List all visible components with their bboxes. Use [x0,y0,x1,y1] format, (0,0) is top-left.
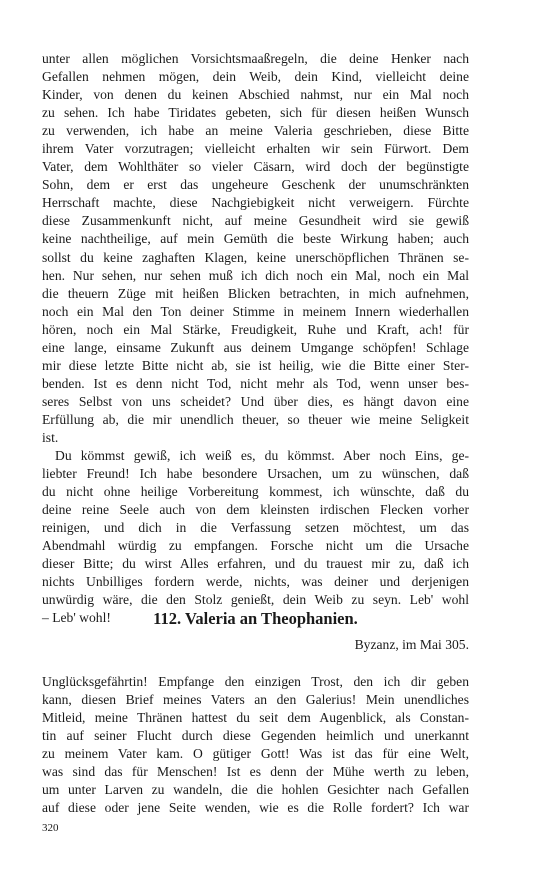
text-line: unter allen möglichen Vorsichtsmaaßregeln, die deine Henker nach [42,51,469,66]
text-line: Abendmahl würdig zu empfangen. Forsche nicht um die Ursache [42,538,469,554]
letter-body [42,50,469,628]
text-line: reinigen, und dich in die Verfassung setzen möchtest, um das [42,520,469,536]
text-line: Mitleid, meine Thränen hattest du seit dem Augenblick, als Constan- [42,710,469,726]
text-line: ihrem Vater vorzutragen; vielleicht erhalten wir sein Fürwort. Dem [42,141,469,157]
text-line: Gefallen nehmen mögen, dein Weib, dein Kind, vielleicht deine [42,69,469,85]
text-line: liebter Freund! Ich habe besondere Ursachen, um zu wünschen, daß [42,466,469,482]
text-line: die theuern Züge mit heißen Blicken betrachten, in mich aufnehmen, [42,285,469,301]
text-line: eine lange, einsame Zukunft aus deinem Umgange schöpfen! Schlage [42,339,469,355]
text-line: Erfüllung ab, die mir unendlich theuer, so theuer wie meine Seligkeit [42,411,469,427]
text-line: Kinder, von denen du keinen Abschied nahmst, nur ein Mal noch [42,87,469,103]
text-line: kann, diesen Brief meines Vaters an den Galerius! Mein unendliches [42,692,469,708]
letter2-body [42,673,469,817]
page-number: 320 [42,822,59,834]
text-line: seres Selbst von uns scheidet? Und über dies, es hängt davon eine [42,393,469,409]
text-line: diese Zusammenkunft nicht, auf meine Gesundheit wird sie gewiß [42,213,469,229]
text-line: benden. Ist es denn nicht Tod, nicht mehr als Tod, wenn unser bes- [42,375,469,391]
text-line: hen. Nur sehen, nur sehen muß ich dich noch ein Mal, noch ein Mal [42,267,469,283]
dateline: Byzanz, im Mai 305. [354,637,469,652]
text-line: hören, noch ein Mal Stärke, Freudigkeit, Ruhe und Kraft, ach! für [42,321,469,337]
text-line: Du kömmst gewiß, ich weiß es, du kömmst. Aber noch Eins, ge- [55,448,469,464]
text-line: was sind das für Menschen! Ist es denn der Mühe werth zu leben, [42,764,469,780]
text-line: sollst du keine zaghaften Klagen, keine unerschöpflichen Thränen se- [42,249,469,265]
text-line: Unglücksgefährtin! Empfange den einzigen Trost, den ich dir geben [42,674,469,689]
text-line: Vater, dem Wohlthäter so vieler Cäsarn, wird doch der begünstigte [42,159,469,175]
text-line: mir diese letzte Bitte nicht ab, sie ist heilig, wie die Bitte einer Ster- [42,357,469,373]
text-line: ist. [42,429,59,445]
text-line: keine nachtheilige, auf mein Gemüth die beste Wirkung haben; auch [42,231,469,247]
text-line: zu verwenden, ich habe an meine Valeria geschrieben, diese Bitte [42,123,469,139]
text-line: um unter Larven zu wandeln, die die hohlen Gesichter nach Gefallen [42,782,469,798]
text-line: unwürdig wäre, die den Stolz genießt, dein Weib zu seyn. Leb' wohl [42,592,469,608]
text-line: du nicht ohne heilige Vorbereitung kommest, ich wünschte, daß du [42,484,469,500]
text-line: dieser Bitte; du wirst Alles erfahren, und du trauest mir zu, daß ich [42,556,469,572]
letter-heading: 112. Valeria an Theophanien. [153,609,358,628]
text-line: zu meinem Vater kam. O gütiger Gott! Was ist das für eine Welt, [42,746,469,762]
text-line: Herrschaft machte, diese Nachgiebigkeit nicht verweigern. Fürchte [42,195,469,211]
text-line: auf diese oder jene Seite wenden, wie es die Rolle fordert? Ich war [42,800,469,816]
text-line: nichts Unbilliges fordern werde, nichts, was deiner und derjenigen [42,574,469,590]
text-line: – Leb' wohl! [42,610,111,626]
text-line: noch ein Mal den Ton deiner Stimme in meinem Innern wiederhallen [42,303,469,319]
text-line: tin auf seiner Flucht durch diese Gegenden heimlich und unerkannt [42,728,469,744]
text-line: Sohn, dem er erst das ungeheure Geschenk der unumschränkten [42,177,469,193]
text-line: deine reine Seele auch von dem kleinsten irdischen Flecken vorher [42,502,469,518]
text-line: zu sehen. Ich habe Tiridates gebeten, sich für diesen heißen Wunsch [42,105,469,121]
